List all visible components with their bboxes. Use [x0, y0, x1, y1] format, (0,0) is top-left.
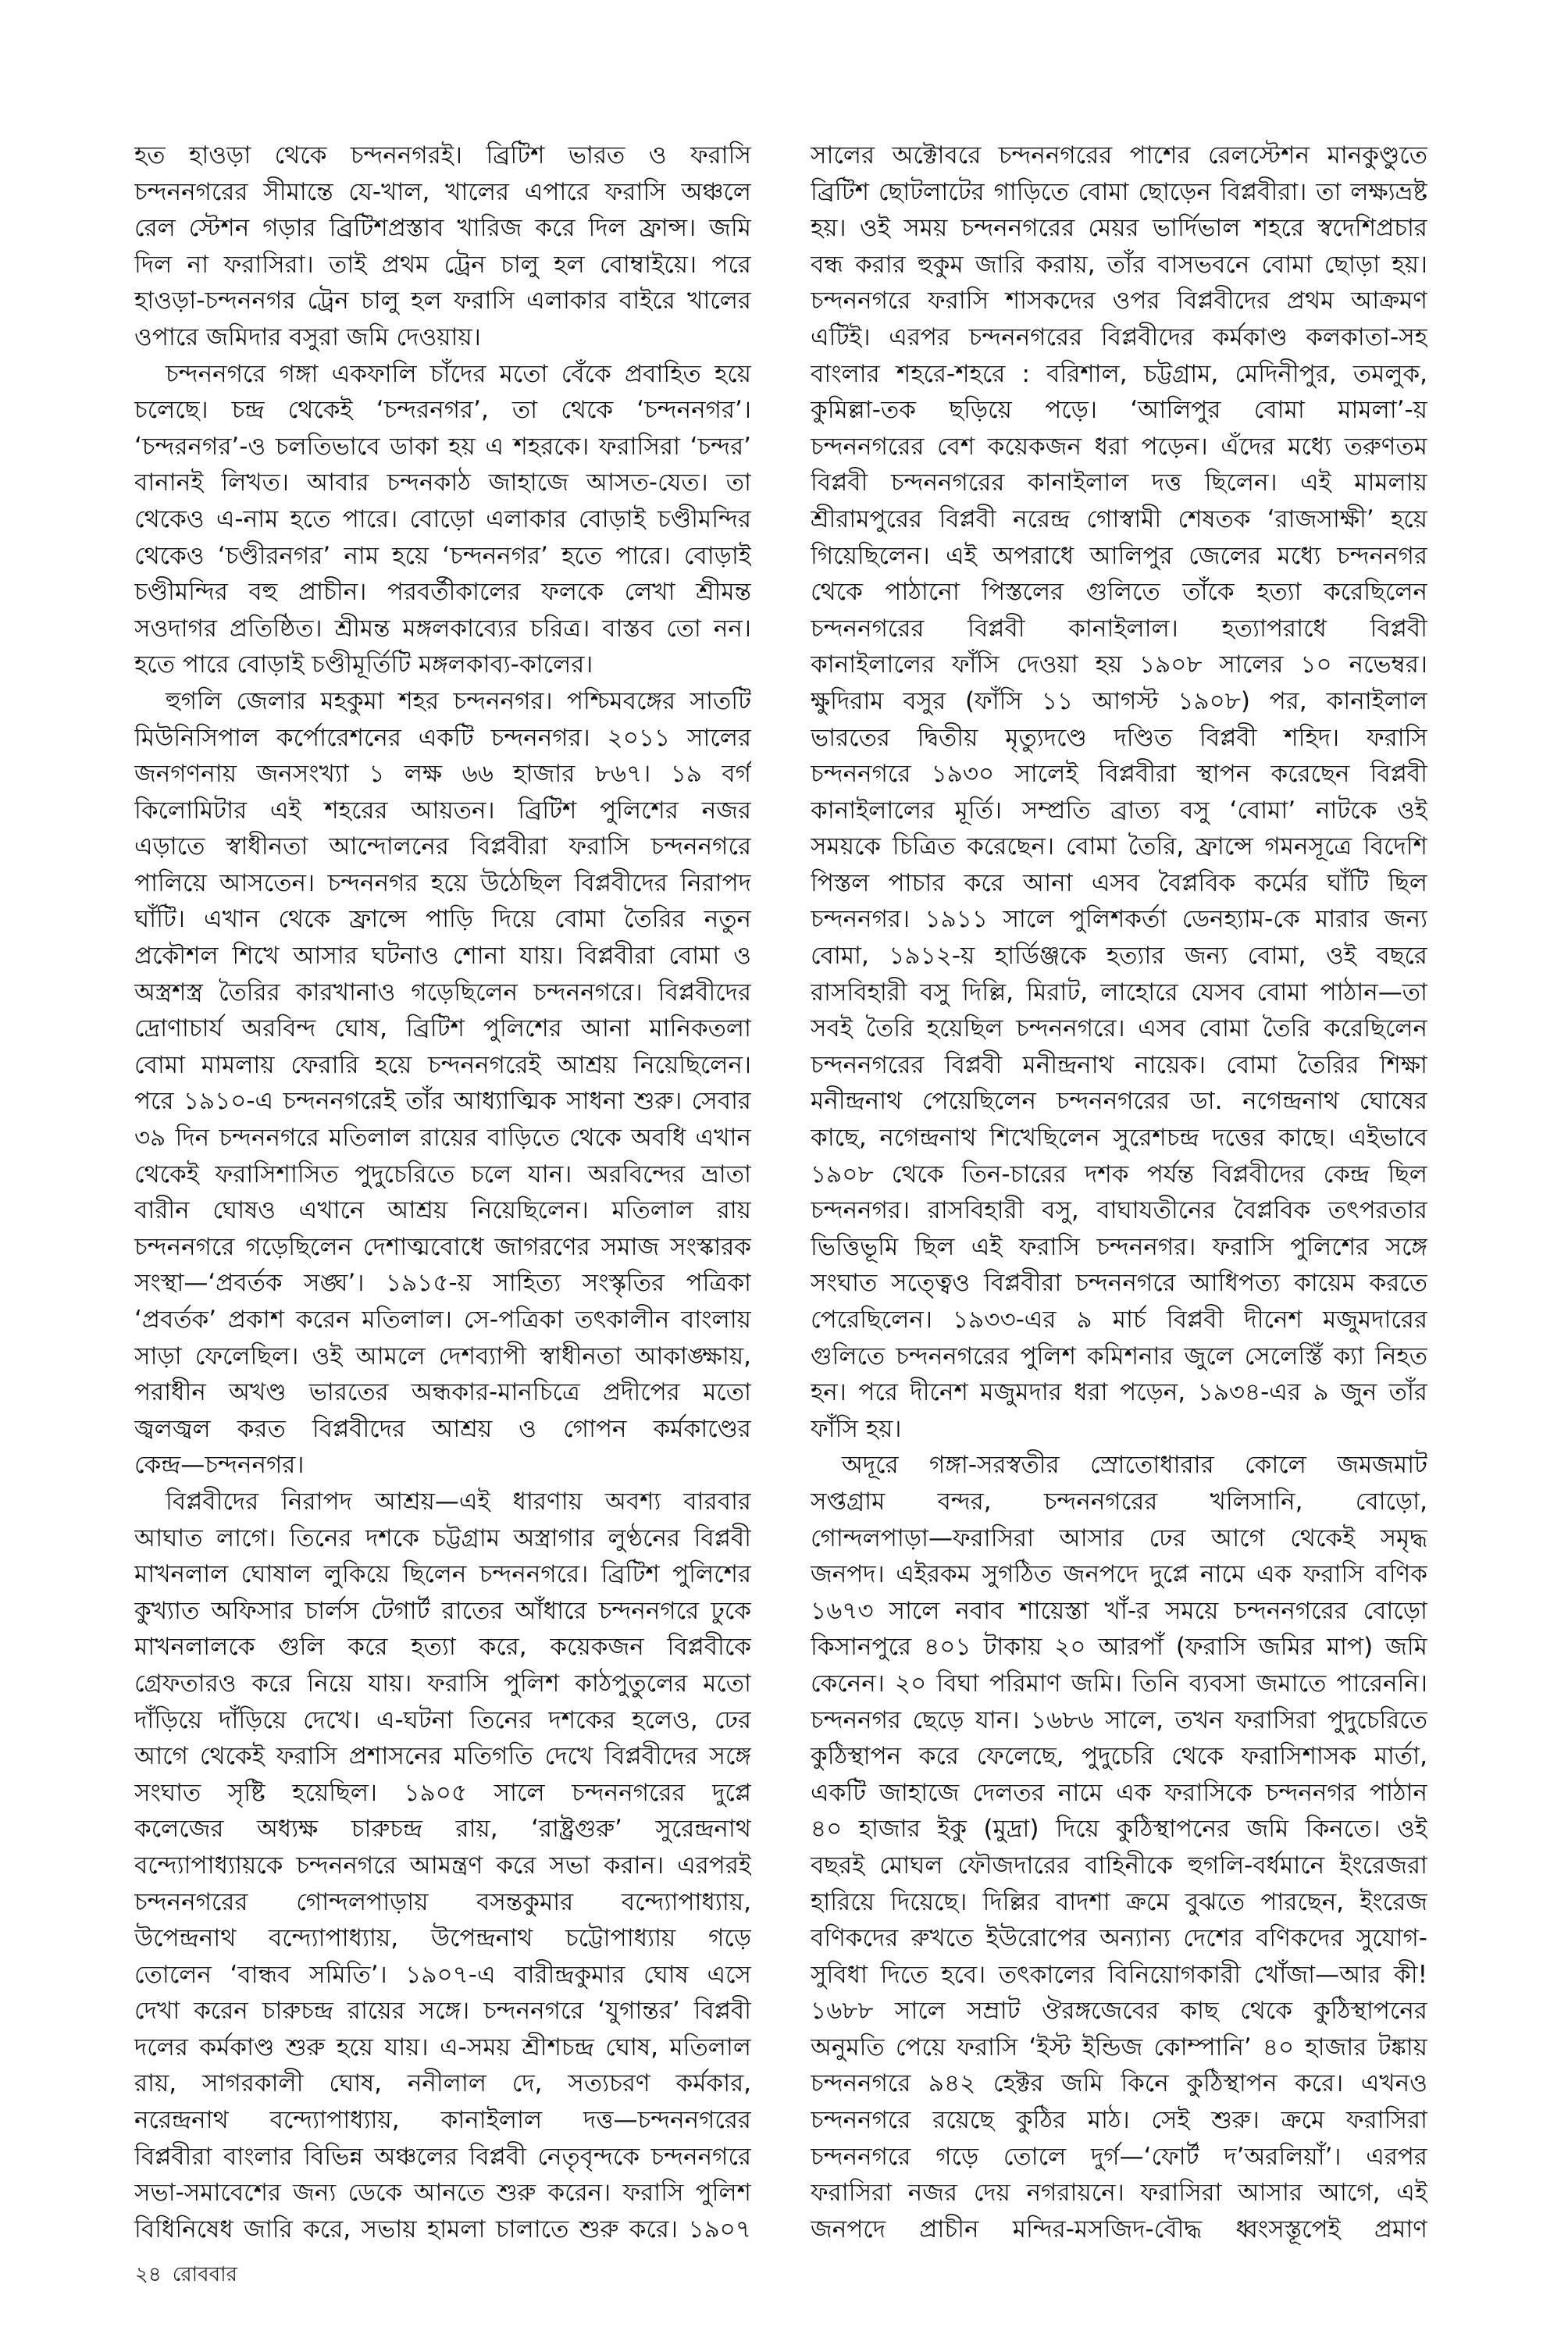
text-line: কুমিল্লা-তক ছড়িয়ে পড়ে। ‘আলিপুর বোমা মামলা’-য় — [811, 396, 1427, 425]
text-line: ওপারে জমিদার বসুরা জমি দেওয়ায়। — [134, 323, 481, 351]
text-line: বছরই মোঘল ফৌজদারের বাহিনীকে হুগলি-বর্ধমানে ইংরেজরা — [811, 1851, 1427, 1880]
text-line: বন্দ্যোপাধ্যায়কে চন্দননগরে আমন্ত্রণ করে সভা করান। এরপরই — [134, 1851, 751, 1880]
text-line: ভারতের দ্বিতীয় মৃত্যুদণ্ডে দণ্ডিত বিপ্লবী শহিদ। ফরাসি — [811, 723, 1427, 752]
text-line: সংঘাত সৃষ্টি হয়েছিল। ১৯০৫ সালে চন্দননগরের দুপ্লে — [134, 1778, 751, 1807]
text-line: চন্দননগর ছেড়ে যান। ১৬৮৬ সালে, তখন ফরাসিরা পুদুচেরিতে — [811, 1705, 1427, 1734]
text-line: পিস্তল পাচার করে আনা এসব বৈপ্লবিক কর্মের ঘাঁটি ছিল — [811, 868, 1427, 897]
text-line: ব্রিটিশ ছোটলাটের গাড়িতে বোমা ছোড়েন বিপ্লবীরা। তা লক্ষ্যভ্রষ্ট — [811, 177, 1427, 206]
text-line: কলেজের অধ্যক্ষ চারুচন্দ্র রায়, ‘রাষ্ট্রগুরু’ সুরেন্দ্রনাথ — [134, 1815, 751, 1844]
text-line: গ্রেফতারও করে নিয়ে যায়। ফরাসি পুলিশ কাঠপুতুলের মতো — [134, 1669, 751, 1698]
text-line: কুখ্যাত অফিসার চার্লস টেগার্ট রাতের আঁধারে চন্দননগরে ঢুকে — [134, 1596, 751, 1625]
text-line: ৪০ হাজার ইকু (মুদ্রা) দিয়ে কুঠিস্থাপনের জমি কিনতে। ওই — [811, 1815, 1427, 1844]
text-line: মাখনলাল ঘোষাল লুকিয়ে ছিলেন চন্দননগরে। ব্রিটিশ পুলিশের — [134, 1560, 751, 1589]
paragraph — [134, 356, 751, 683]
text-line: সংঘাত সত্ত্বেও বিপ্লবীরা চন্দননগরে আধিপত্য কায়েম করতে — [811, 1269, 1427, 1298]
text-line: আগে থেকেই ফরাসি প্রশাসনের মতিগতি দেখে বিপ্লবীদের সঙ্গে — [134, 1742, 751, 1771]
page-number: ২৪ — [135, 2263, 162, 2286]
text-line: আঘাত লাগে। তিনের দশকে চট্টগ্রাম অস্ত্রাগার লুণ্ঠনের বিপ্লবী — [134, 1523, 751, 1552]
text-line: হুগলি জেলার মহকুমা শহর চন্দননগর। পশ্চিমবঙ্গের সাতটি — [166, 686, 751, 715]
text-line: হতে পারে বোড়াই চণ্ডীমূর্তিটি মঙ্গলকাব্য-কালের। — [134, 650, 593, 679]
text-line: ফরাসিরা নজর দেয় নগরায়নে। ফরাসিরা আসার আগে, এই — [811, 2179, 1427, 2208]
text-line: চন্দননগরে রয়েছে কুঠির মাঠ। সেই শুরু। ক্রমে ফরাসিরা — [811, 2106, 1427, 2135]
paragraph — [811, 1447, 1427, 2247]
paragraph — [134, 1484, 751, 2247]
text-line: জনপদ। এইরকম সুগঠিত জনপদে দুপ্লে নামে এক ফরাসি বণিক — [811, 1560, 1427, 1589]
text-line: ফাঁসি হয়। — [811, 1414, 902, 1443]
text-line: এড়াতে স্বাধীনতা আন্দোলনের বিপ্লবীরা ফরাসি চন্দননগরে — [134, 832, 751, 861]
text-line: চন্দননগরে গড়ে তোলে দুর্গ—‘ফোর্ট দ’অরলিয়াঁ’। এরপর — [811, 2142, 1427, 2171]
text-line: চন্দননগরে ১৯৩০ সালেই বিপ্লবীরা স্থাপন করেছেন বিপ্লবী — [811, 760, 1427, 789]
page-footer — [135, 2258, 248, 2293]
text-line: সংস্থা—‘প্রবর্তক সঙ্ঘ’। ১৯১৫-য় সাহিত্য সংস্কৃতির পত্রিকা — [134, 1269, 751, 1298]
text-line: নরেন্দ্রনাথ বন্দ্যোপাধ্যায়, কানাইলাল দত্ত—চন্দননগরের — [134, 2106, 751, 2135]
text-line: থেকেও ‘চণ্ডীরনগর’ নাম হয়ে ‘চন্দননগর’ হতে পারে। বোড়াই — [134, 541, 751, 570]
text-line: চন্দননগরে গঙ্গা একফালি চাঁদের মতো বেঁকে প্রবাহিত হয়ে — [166, 359, 751, 388]
text-line: হাওড়া-চন্দননগর ট্রেন চালু হল ফরাসি এলাকার বাইরে খালের — [134, 287, 751, 315]
text-line: কানাইলালের মূর্তি। সম্প্রতি ব্রাত্য বসু ‘বোমা’ নাটকে ওই — [811, 796, 1427, 825]
paragraph — [134, 683, 751, 1484]
text-line: দেখা করেন চারুচন্দ্র রায়ের সঙ্গে। চন্দননগরে ‘যুগান্তর’ বিপ্লবী — [134, 1997, 751, 2026]
text-line: থেকেই ফরাসিশাসিত পুদুচেরিতে চলে যান। অরবিন্দের ভ্রাতা — [134, 1160, 751, 1188]
text-line: উপেন্দ্রনাথ বন্দ্যোপাধ্যায়, উপেন্দ্রনাথ চট্টোপাধ্যায় গড়ে — [134, 1924, 751, 1953]
text-line: ঘাঁটি। এখান থেকে ফ্রান্সে পাড়ি দিয়ে বোমা তৈরির নতুন — [134, 905, 751, 934]
text-line: ক্ষুদিরাম বসুর (ফাঁসি ১১ আগস্ট ১৯০৮) পর, কানাইলাল — [811, 686, 1427, 715]
text-line: চন্দননগরের বিপ্লবী মনীন্দ্রনাথ নায়েক। বোমা তৈরির শিক্ষা — [811, 1050, 1427, 1079]
text-line: সভা-সমাবেশের জন্য ডেকে আনতে শুরু করেন। ফরাসি পুলিশ — [134, 2179, 751, 2208]
text-line: গোন্দলপাড়া—ফরাসিরা আসার ঢের আগে থেকেই সমৃদ্ধ — [811, 1523, 1427, 1552]
paragraph — [811, 137, 1427, 1447]
text-line: পরাধীন অখণ্ড ভারতের অন্ধকার-মানচিত্রে প্রদীপের মতো — [134, 1378, 751, 1407]
text-line: একটি জাহাজে দেলতর নামে এক ফরাসিকে চন্দননগর পাঠান — [811, 1778, 1427, 1807]
text-line: বন্ধ করার হুকুম জারি করায়, তাঁর বাসভবনে বোমা ছোড়া হয়। — [811, 250, 1427, 279]
text-line: দলের কর্মকাণ্ড শুরু হয়ে যায়। এ-সময় শ্রীশচন্দ্র ঘোষ, মতিলাল — [134, 2033, 751, 2062]
article-column-left — [134, 137, 751, 2247]
text-line: রায়, সাগরকালী ঘোষ, ননীলাল দে, সত্যচরণ কর্মকার, — [134, 2069, 751, 2098]
text-line: কেনেন। ২০ বিঘা পরিমাণ জমি। তিনি ব্যবসা জমাতে পারেননি। — [811, 1669, 1427, 1698]
text-line: কাছে, নগেন্দ্রনাথ শিখেছিলেন সুরেশচন্দ্র দত্তের কাছে। এইভাবে — [811, 1124, 1427, 1153]
text-line: বারীন ঘোষও এখানে আশ্রয় নিয়েছিলেন। মতিলাল রায় — [134, 1196, 751, 1225]
text-line: কানাইলালের ফাঁসি দেওয়া হয় ১৯০৮ সালের ১০ নভেম্বর। — [811, 650, 1427, 679]
text-line: চন্দননগরের গোন্দলপাড়ায় বসন্তকুমার বন্দ্যোপাধ্যায়, — [134, 1887, 751, 1916]
text-line: অনুমতি পেয়ে ফরাসি ‘ইস্ট ইন্ডিজ কোম্পানি’ ৪০ হাজার টঙ্কায় — [811, 2033, 1427, 2062]
text-line: ভিত্তিভূমি ছিল এই ফরাসি চন্দননগর। ফরাসি পুলিশের সঙ্গে — [811, 1232, 1427, 1261]
text-line: চন্দননগরে ফরাসি শাসকদের ওপর বিপ্লবীদের প্রথম আক্রমণ — [811, 287, 1427, 315]
text-line: সাড়া ফেলেছিল। ওই আমলে দেশব্যাপী স্বাধীনতা আকাঙ্ক্ষায়, — [134, 1342, 751, 1370]
text-line: ৩৯ দিন চন্দননগরে মতিলাল রায়ের বাড়িতে থেকে অবধি এখান — [134, 1124, 751, 1153]
text-line: বণিকদের রুখতে ইউরোপের অন্যান্য দেশের বণিকদের সুযোগ- — [811, 1924, 1427, 1953]
text-line: শ্রীরামপুরের বিপ্লবী নরেন্দ্র গোস্বামী শেষতক ‘রাজসাক্ষী’ হয়ে — [811, 504, 1427, 533]
text-line: ১৬৭৩ সালে নবাব শায়েস্তা খাঁ-র সময়ে চন্দননগরের বোড়ো — [811, 1596, 1427, 1625]
text-line: সালের অক্টোবরে চন্দননগরের পাশের রেলস্টেশন মানকুণ্ডুতে — [811, 141, 1427, 169]
magazine-name: রোববার — [172, 2263, 237, 2286]
text-line: চন্দননগর। ১৯১১ সালে পুলিশকর্তা ডেনহ্যাম-কে মারার জন্য — [811, 905, 1427, 934]
text-line: অদূরে গঙ্গা-সরস্বতীর স্রোতোধারার কোলে জমজমাট — [842, 1451, 1427, 1480]
text-line: মিউনিসিপাল কর্পোরেশনের একটি চন্দননগর। ২০১১ সালের — [134, 723, 751, 752]
text-line: চন্দননগরে ৯৪২ হেক্টর জমি কিনে কুঠিস্থাপন করে। এখনও — [811, 2069, 1427, 2098]
article-column-right — [811, 137, 1427, 2247]
text-line: হত হাওড়া থেকে চন্দননগরই। ব্রিটিশ ভারত ও ফরাসি — [134, 141, 751, 169]
text-line: পালিয়ে আসতেন। চন্দননগর হয়ে উঠেছিল বিপ্লবীদের নিরাপদ — [134, 868, 751, 897]
text-line: রেল স্টেশন গড়ার ব্রিটিশপ্রস্তাব খারিজ করে দিল ফ্রান্স। জমি — [134, 214, 751, 243]
text-line: জ্বলজ্বল করত বিপ্লবীদের আশ্রয় ও গোপন কর্মকাণ্ডের — [134, 1414, 751, 1443]
text-line: চন্দননগরে গড়েছিলেন দেশাত্মবোধে জাগরণের সমাজ সংস্কারক — [134, 1232, 751, 1261]
text-line: বিপ্লবীরা বাংলার বিভিন্ন অঞ্চলের বিপ্লবী নেতৃবৃন্দকে চন্দননগরে — [134, 2142, 751, 2171]
text-line: প্রকৌশল শিখে আসার ঘটনাও শোনা যায়। বিপ্লবীরা বোমা ও — [134, 942, 751, 971]
text-line: রাসবিহারী বসু দিল্লি, মিরাট, লাহোরে যেসব বোমা পাঠান—তা — [811, 978, 1427, 1007]
text-line: অস্ত্রশস্ত্র তৈরির কারখানাও গড়েছিলেন চন্দননগরে। বিপ্লবীদের — [134, 978, 751, 1007]
text-line: কিলোমিটার এই শহরের আয়তন। ব্রিটিশ পুলিশের নজর — [134, 796, 751, 825]
text-line: জনপদে প্রাচীন মন্দির-মসজিদ-বৌদ্ধ ধ্বংসস্তূপেই প্রমাণ — [811, 2215, 1427, 2243]
text-line: থেকে পাঠানো পিস্তলের গুলিতে তাঁকে হত্যা করেছিলেন — [811, 578, 1427, 607]
text-line: বোমা মামলায় ফেরারি হয়ে চন্দননগরেই আশ্রয় নিয়েছিলেন। — [134, 1050, 751, 1079]
text-line: এটিই। এরপর চন্দননগরের বিপ্লবীদের কর্মকাণ্ড কলকাতা-সহ — [811, 323, 1427, 351]
text-line: বাংলার শহরে-শহরে : বরিশাল, চট্টগ্রাম, মেদিনীপুর, তমলুক, — [811, 359, 1427, 388]
text-line: মাখনলালকে গুলি করে হত্যা করে, কয়েকজন বিপ্লবীকে — [134, 1633, 751, 1662]
text-line: জনগণনায় জনসংখ্যা ১ লক্ষ ৬৬ হাজার ৮৬৭। ১৯ বর্গ — [134, 760, 751, 789]
text-line: দাঁড়িয়ে দাঁড়িয়ে দেখে। এ-ঘটনা তিনের দশকের হলেও, ঢের — [134, 1705, 751, 1734]
text-line: ১৬৮৮ সালে সম্রাট ঔরঙ্গজেবের কাছ থেকে কুঠিস্থাপনের — [811, 1997, 1427, 2026]
text-line: দিল না ফরাসিরা। তাই প্রথম ট্রেন চালু হল বোম্বাইয়ে। পরে — [134, 250, 751, 279]
text-line: মনীন্দ্রনাথ পেয়েছিলেন চন্দননগরের ডা. নগেন্দ্রনাথ ঘোষের — [811, 1087, 1427, 1116]
text-line: কিসানপুরে ৪০১ টাকায় ২০ আরপাঁ (ফরাসি জমির মাপ) জমি — [811, 1633, 1427, 1662]
text-line: সুবিধা দিতে হবে। তৎকালের বিনিয়োগকারী খোঁজা—আর কী! — [811, 1960, 1427, 1989]
text-line: সওদাগর প্রতিষ্ঠিত। শ্রীমন্ত মঙ্গলকাব্যের চরিত্র। বাস্তব তো নন। — [134, 614, 751, 643]
text-line: বিধিনিষেধ জারি করে, সভায় হামলা চালাতে শুরু করে। ১৯০৭ — [134, 2215, 751, 2243]
text-line: বিপ্লবী চন্দননগরের কানাইলাল দত্ত ছিলেন। এই মামলায় — [811, 469, 1427, 497]
text-line: ‘চন্দরনগর’-ও চলতিভাবে ডাকা হয় এ শহরকে। ফরাসিরা ‘চন্দর’ — [134, 432, 751, 461]
text-line: চন্দননগরের সীমান্তে যে-খাল, খালের এপারে ফরাসি অঞ্চলে — [134, 177, 751, 206]
text-line: চন্দননগর। রাসবিহারী বসু, বাঘাযতীনের বৈপ্লবিক তৎপরতার — [811, 1196, 1427, 1225]
text-line: ১৯০৮ থেকে তিন-চারের দশক পর্যন্ত বিপ্লবীদের কেন্দ্র ছিল — [811, 1160, 1427, 1188]
text-line: হয়। ওই সময় চন্দননগরের মেয়র ভার্দিভাল শহরে স্বদেশিপ্রচার — [811, 214, 1427, 243]
text-line: বানানই লিখত। আবার চন্দনকাঠ জাহাজে আসত-যেত। তা — [134, 469, 751, 497]
text-line: গুলিতে চন্দননগরের পুলিশ কমিশনার জুলে সেলেস্তিঁ ক্যা নিহত — [811, 1342, 1427, 1370]
text-line: চণ্ডীমন্দির বহু প্রাচীন। পরবর্তীকালের ফলকে লেখা শ্রীমন্ত — [134, 578, 751, 607]
text-line: চন্দননগরের বিপ্লবী কানাইলাল। হত্যাপরাধে বিপ্লবী — [811, 614, 1427, 643]
text-line: দ্রোণাচার্য অরবিন্দ ঘোষ, ব্রিটিশ পুলিশের আনা মানিকতলা — [134, 1014, 751, 1043]
text-line: ‘প্রবর্তক’ প্রকাশ করেন মতিলাল। সে-পত্রিকা তৎকালীন বাংলায় — [134, 1306, 751, 1334]
text-line: হারিয়ে দিয়েছে। দিল্লির বাদশা ক্রমে বুঝতে পারছেন, ইংরেজ — [811, 1887, 1427, 1916]
text-line: সময়কে চিত্রিত করেছেন। বোমা তৈরি, ফ্রান্সে গমনসূত্রে বিদেশি — [811, 832, 1427, 861]
text-line: চন্দননগরের বেশ কয়েকজন ধরা পড়েন। এঁদের মধ্যে তরুণতম — [811, 432, 1427, 461]
text-line: সপ্তগ্রাম বন্দর, চন্দননগরের খলিসানি, বোড়ো, — [811, 1487, 1427, 1516]
text-line: তোলেন ‘বান্ধব সমিতি’। ১৯০৭-এ বারীন্দ্রকুমার ঘোষ এসে — [134, 1960, 751, 1989]
text-line: পরে ১৯১০-এ চন্দননগরেই তাঁর আধ্যাত্মিক সাধনা শুরু। সেবার — [134, 1087, 751, 1116]
text-line: কুঠিস্থাপন করে ফেলেছে, পুদুচেরি থেকে ফরাসিশাসক মার্তা, — [811, 1742, 1427, 1771]
text-line: চলেছে। চন্দ্র থেকেই ‘চন্দরনগর’, তা থেকে ‘চন্দননগর’। — [134, 396, 751, 425]
text-line: পেরেছিলেন। ১৯৩৩-এর ৯ মার্চ বিপ্লবী দীনেশ মজুমদারের — [811, 1306, 1427, 1334]
text-line: গিয়েছিলেন। এই অপরাধে আলিপুর জেলের মধ্যে চন্দননগর — [811, 541, 1427, 570]
text-line: থেকেও এ-নাম হতে পারে। বোড়ো এলাকার বোড়াই চণ্ডীমন্দির — [134, 504, 751, 533]
text-line: কেন্দ্র—চন্দননগর। — [134, 1451, 305, 1480]
text-line: বোমা, ১৯১২-য় হার্ডিঞ্জকে হত্যার জন্য বোমা, ওই বছরে — [811, 942, 1427, 971]
text-line: সবই তৈরি হয়েছিল চন্দননগরে। এসব বোমা তৈরি করেছিলেন — [811, 1014, 1427, 1043]
text-line: বিপ্লবীদের নিরাপদ আশ্রয়—এই ধারণায় অবশ্য বারবার — [166, 1487, 751, 1516]
paragraph — [134, 137, 751, 356]
text-line: হন। পরে দীনেশ মজুমদার ধরা পড়েন, ১৯৩৪-এর ৯ জুন তাঁর — [811, 1378, 1427, 1407]
